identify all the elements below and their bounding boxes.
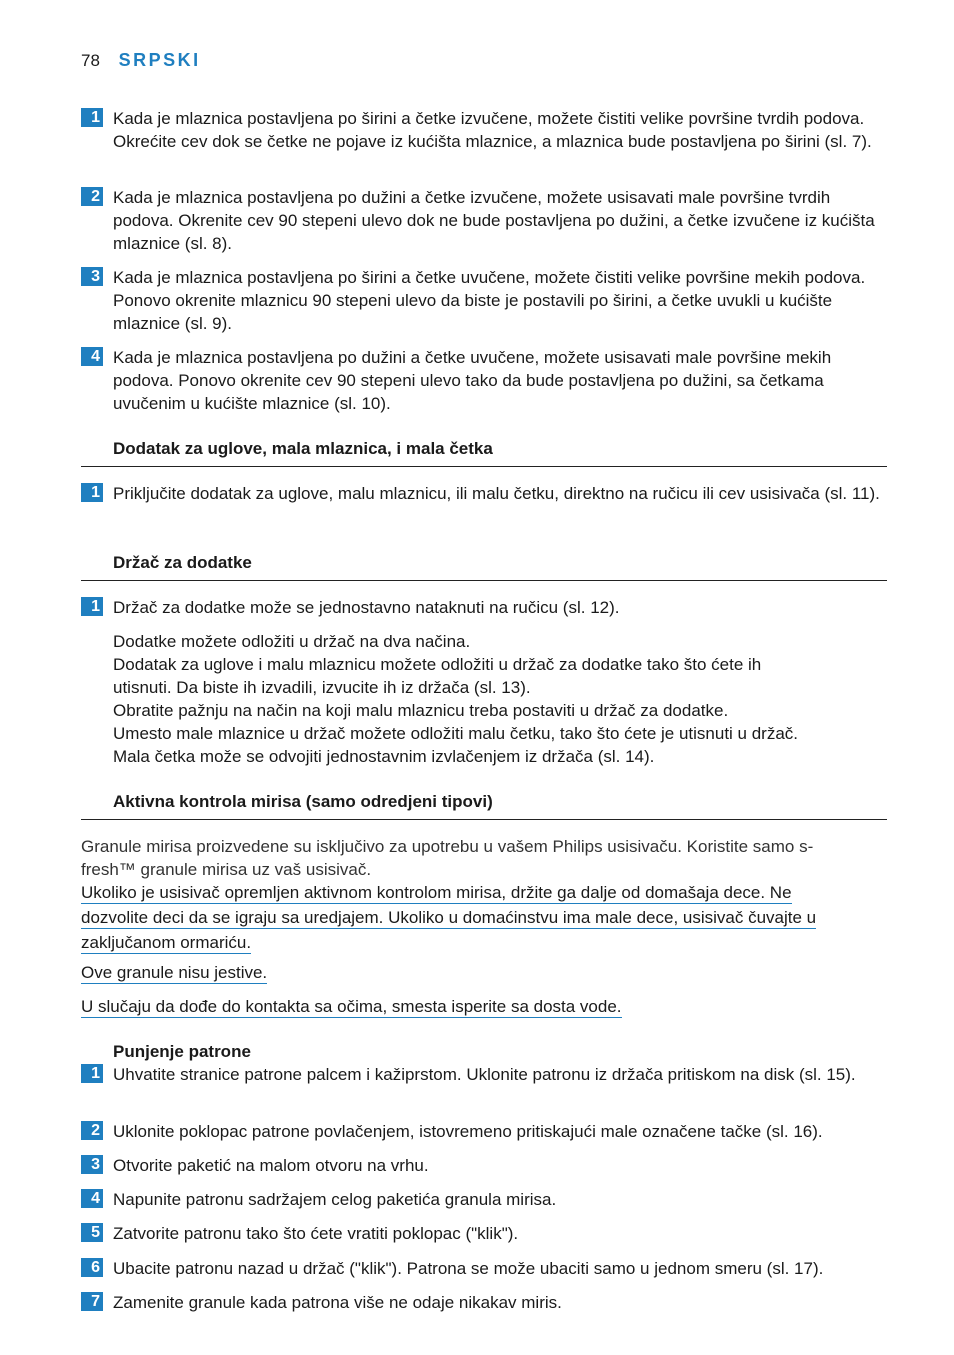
warning-line: zaključanom ormariću. <box>81 933 252 952</box>
step-number-badge: 5 <box>81 1223 103 1242</box>
step-number-badge: 4 <box>81 1189 103 1208</box>
warning-not-edible <box>81 961 887 986</box>
nozzle-step-3 <box>81 266 887 335</box>
text-line: utisnuti. Da biste ih izvadili, izvucite ih iz držača (sl. 13). <box>113 678 531 697</box>
warning-line: U slučaju da dođe do kontakta sa očima, smesta isperite sa dosta vode. <box>81 997 622 1016</box>
step-text: Kada je mlaznica postavljena po dužini a četke izvučene, možete usisavati male površine tvrdih podova. Okrenite cev 90 stepeni ulevo dok ne bude postavljena po dužini, a četke izvučene iz kućišta mlaznice (sl. 8). <box>113 188 875 253</box>
section-heading-accessory-holder: Držač za dodatke <box>81 551 887 581</box>
holder-step-1 <box>81 596 887 619</box>
page-number: 78 <box>81 51 100 70</box>
text-line: Granule mirisa proizvedene su isključivo za upotrebu u vašem Philips usisivaču. Koristite samo s- <box>81 837 814 856</box>
step-number-badge: 7 <box>81 1292 103 1311</box>
text-line: Mala četka može se odvojiti jednostavnim izvlačenjem iz držača (sl. 14). <box>113 747 655 766</box>
text-line: Umesto male mlaznice u držač možete odložiti malu četku, tako što ćete je utisnuti u držač. <box>113 724 799 743</box>
step-text: Otvorite paketić na malom otvoru na vrhu. <box>113 1156 429 1175</box>
step-text: Ubacite patronu nazad u držač ("klik"). Patrona se može ubaciti samo u jednom smeru (sl. 17). <box>113 1259 824 1278</box>
step-number-badge: 2 <box>81 187 103 206</box>
refill-step-4 <box>81 1188 887 1211</box>
step-number-badge: 2 <box>81 1121 103 1140</box>
nozzle-step-4 <box>81 346 887 415</box>
refill-step-5 <box>81 1222 887 1245</box>
step-text: Priključite dodatak za uglove, malu mlaznicu, ili malu četku, direktno na ručicu ili cev usisivača (sl. 11). <box>113 484 880 503</box>
text-line: Dodatak za uglove i malu mlaznicu možete odložiti u držač za dodatke tako što ćete ih <box>113 655 762 674</box>
section-heading-cartridge-refill: Punjenje patrone <box>113 1042 251 1061</box>
nozzle-step-1 <box>81 107 887 153</box>
refill-step-6 <box>81 1257 887 1280</box>
nozzle-step-2 <box>81 186 887 255</box>
step-number-badge: 3 <box>81 1155 103 1174</box>
refill-step-3 <box>81 1154 887 1177</box>
refill-step-1 <box>81 1063 887 1086</box>
warning-children <box>81 881 887 956</box>
text-line: Obratite pažnju na način na koji malu mlaznicu treba postaviti u držač za dodatke. <box>113 701 729 720</box>
language-label: SRPSKI <box>118 50 201 70</box>
text-line: fresh™ granule mirisa uz vaš usisivač. <box>81 860 372 879</box>
refill-step-7 <box>81 1291 887 1314</box>
step-number-badge: 1 <box>81 1064 103 1083</box>
warning-line: Ukoliko je usisivač opremljen aktivnom kontrolom mirisa, držite ga dalje od domašaja dece. Ne <box>81 883 792 902</box>
step-number-badge: 6 <box>81 1258 103 1277</box>
step-text: Kada je mlaznica postavljena po dužini a četke uvučene, možete usisavati male površine mekih podova. Ponovo okrenite cev 90 stepeni ulevo tako da bude postavljena po dužini, sa četkama uvučenim u kućište mlaznice (sl. 10). <box>113 348 832 413</box>
step-number-badge: 1 <box>81 108 103 127</box>
step-text: Uklonite poklopac patrone povlačenjem, istovremeno pritiskajući male označene tačke (sl. 16). <box>113 1122 823 1141</box>
section-heading-scent-control: Aktivna kontrola mirisa (samo odredjeni tipovi) <box>81 790 887 820</box>
warning-eye-contact <box>81 995 887 1020</box>
step-number-badge: 3 <box>81 267 103 286</box>
scent-intro <box>81 835 887 881</box>
step-number-badge: 1 <box>81 597 103 616</box>
page-header <box>81 50 201 71</box>
step-text: Kada je mlaznica postavljena po širini a četke uvučene, možete čistiti velike površine mekih podova. Ponovo okrenite mlaznicu 90 stepeni ulevo da biste je postavili po širini, a četke uvukli u kućište mlaznice (sl. 9). <box>113 268 866 333</box>
warning-line: Ove granule nisu jestive. <box>81 963 268 982</box>
holder-instructions <box>113 630 887 768</box>
section-heading-corner-accessory: Dodatak za uglove, mala mlaznica, i mala četka <box>81 437 887 467</box>
refill-step-2 <box>81 1120 887 1143</box>
text-line: Dodatke možete odložiti u držač na dva načina. <box>113 632 471 651</box>
step-text: Uhvatite stranice patrone palcem i kažiprstom. Uklonite patronu iz držača pritiskom na disk (sl. 15). <box>113 1065 856 1084</box>
step-text: Zatvorite patronu tako što ćete vratiti poklopac ("klik"). <box>113 1224 519 1243</box>
corner-step-1 <box>81 482 887 505</box>
step-text: Držač za dodatke može se jednostavno nataknuti na ručicu (sl. 12). <box>113 598 620 617</box>
step-number-badge: 4 <box>81 347 103 366</box>
step-text: Napunite patronu sadržajem celog paketića granula mirisa. <box>113 1190 557 1209</box>
step-number-badge: 1 <box>81 483 103 502</box>
step-text: Zamenite granule kada patrona više ne odaje nikakav miris. <box>113 1293 562 1312</box>
step-text: Kada je mlaznica postavljena po širini a četke izvučene, možete čistiti velike površine tvrdih podova. Okrećite cev dok se četke ne pojave iz kućišta mlaznice, a mlaznica bude postavljena po širini (sl. 7). <box>113 109 872 151</box>
warning-line: dozvolite deci da se igraju sa uredjajem. Ukoliko u domaćinstvu ima male dece, usisivač čuvajte u <box>81 908 817 927</box>
